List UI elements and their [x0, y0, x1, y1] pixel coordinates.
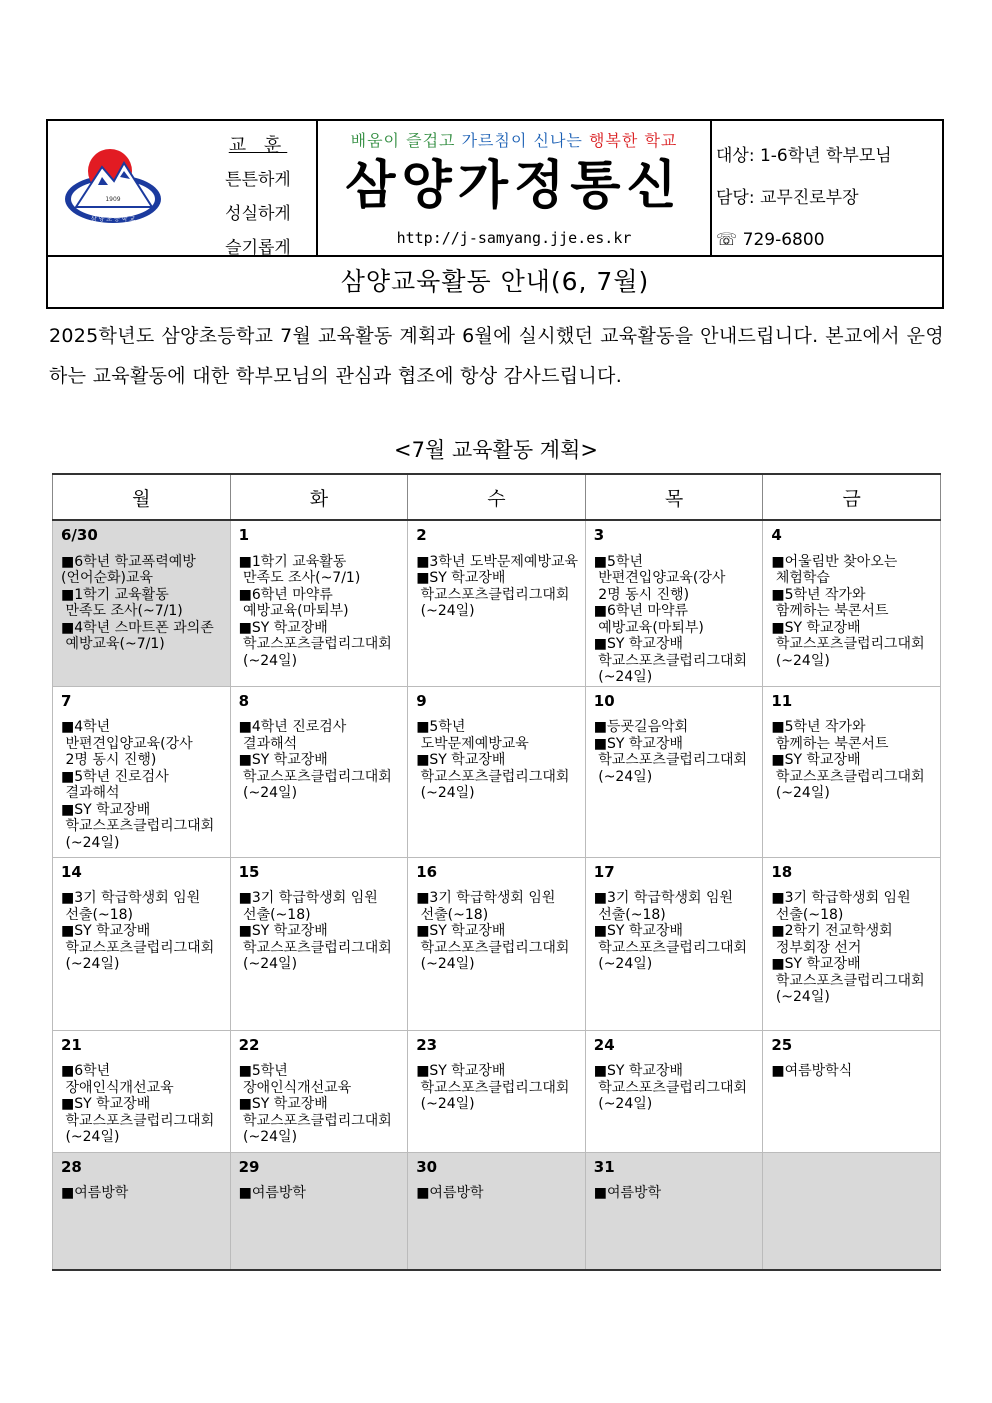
- event-item: ■5학년 장애인식개선교육: [238, 1063, 352, 1096]
- event-item: ■SY 학교장배 학교스포츠클럽리그대회 (~24일): [416, 923, 570, 972]
- calendar-day-cell: [585, 686, 763, 857]
- calendar-day-cell: [763, 686, 941, 857]
- day-number: 23: [416, 1035, 438, 1054]
- calendar-week-row: [53, 857, 941, 1030]
- calendar-day-cell: [53, 1030, 231, 1152]
- motto-title: 교 훈: [228, 135, 288, 156]
- day-number: 2: [416, 526, 427, 544]
- day-number: 29: [238, 1157, 260, 1176]
- school-url-link[interactable]: http://j-samyang.jje.es.kr: [396, 229, 632, 247]
- newsletter-header: [46, 119, 944, 309]
- event-item: ■3기 학급학생회 임원 선출(~18): [593, 890, 734, 923]
- day-number: 30: [416, 1157, 438, 1176]
- event-item: ■여름방학식: [771, 1063, 853, 1079]
- day-number: 10: [593, 691, 615, 710]
- event-item: ■6학년 마약류 예방교육(마퇴부): [238, 586, 349, 619]
- calendar-day-cell: [585, 1030, 763, 1152]
- event-item: ■5학년 진로검사 결과해석: [61, 768, 169, 801]
- calendar-day-cell: [763, 857, 941, 1030]
- weekday-header: 금: [763, 474, 941, 520]
- calendar-day-cell: [53, 520, 231, 686]
- calendar-day-cell: [230, 686, 408, 857]
- event-item: ■SY 학교장배 학교스포츠클럽리그대회 (~24일): [61, 923, 215, 972]
- day-number: 3: [593, 526, 605, 544]
- calendar-week-row: [53, 686, 941, 857]
- motto-line: 튼튼하게: [225, 170, 291, 190]
- event-item: ■SY 학교장배 학교스포츠클럽리그대회 (~24일): [771, 619, 925, 669]
- day-number: 16: [416, 862, 438, 881]
- calendar-day-cell: [408, 520, 586, 686]
- event-item: ■6학년 장애인식개선교육: [61, 1063, 174, 1096]
- weekday-header-row: [53, 474, 941, 520]
- phone-text: ☏ 729-6800: [716, 230, 825, 250]
- school-motto: [198, 129, 318, 265]
- event-item: ■여름방학: [238, 1185, 306, 1201]
- day-number: 17: [593, 862, 615, 881]
- event-item: ■SY 학교장배 학교스포츠클럽리그대회 (~24일): [416, 1063, 570, 1112]
- event-item: ■3학년 도박문제예방교육: [416, 553, 579, 570]
- event-item: ■SY 학교장배 학교스포츠클럽리그대회 (~24일): [238, 923, 392, 972]
- slogan-part: 행복한: [588, 131, 645, 150]
- event-item: ■5학년 도박문제예방교육: [416, 719, 529, 752]
- event-item: ■2학기 전교학생회 정부회장 선거: [771, 923, 893, 956]
- calendar-day-cell: [230, 520, 408, 686]
- intro-paragraph: 2025학년도 삼양초등학교 7월 교육활동 계획과 6월에 실시했던 교육활동을 안내드립니다. 본교에서 운영하는 교육활동에 대한 학부모님의 관심과 협조에 항상 감사드립니다.: [49, 325, 944, 387]
- event-item: ■4학년 반편견입양교육(강사 2명 동시 진행): [61, 719, 193, 768]
- calendar-day-cell: [763, 1030, 941, 1152]
- calendar-day-cell: [408, 1152, 586, 1270]
- calendar-day-cell: [230, 857, 408, 1030]
- header-info: [716, 135, 940, 261]
- department-text: 담당: 교무진로부장: [716, 188, 859, 208]
- calendar-day-cell: [585, 1152, 763, 1270]
- event-item: ■SY 학교장배 학교스포츠클럽리그대회 (~24일): [238, 619, 392, 669]
- day-number: 31: [593, 1157, 615, 1176]
- event-item: ■SY 학교장배 학교스포츠클럽리그대회 (~24일): [416, 570, 570, 619]
- event-item: ■SY 학교장배 학교스포츠클럽리그대회 (~24일): [61, 801, 215, 851]
- day-number: 21: [61, 1035, 82, 1054]
- day-number: 22: [238, 1035, 260, 1054]
- calendar-day-cell: [408, 686, 586, 857]
- slogan-part: 가르침이: [461, 131, 534, 150]
- event-item: ■SY 학교장배 학교스포츠클럽리그대회 (~24일): [416, 752, 570, 801]
- logo-school-name: 삼 양 초 등 학 교: [90, 216, 136, 223]
- event-item: ■여름방학: [593, 1185, 662, 1201]
- event-item: ■3기 학급학생회 임원 선출(~18): [61, 890, 201, 923]
- day-number: 4: [771, 526, 782, 544]
- day-number: 8: [238, 691, 250, 710]
- header-center: [318, 121, 710, 255]
- page-title: 삼양교육활동 안내(6, 7월): [340, 267, 650, 296]
- school-logo-icon: [62, 147, 164, 233]
- motto-line: 성실하게: [225, 204, 291, 224]
- event-item: ■SY 학교장배 학교스포츠클럽리그대회 (~24일): [593, 636, 747, 685]
- event-item: ■3기 학급학생회 임원 선출(~18): [416, 890, 556, 923]
- day-number: 9: [416, 691, 427, 710]
- slogan-part: 배움이: [350, 131, 407, 150]
- calendar-week-row: [53, 1152, 941, 1270]
- event-item: ■5학년 작가와 함께하는 북콘서트: [771, 586, 889, 619]
- event-item: ■여름방학: [61, 1185, 129, 1201]
- day-number: 6/30: [61, 526, 98, 544]
- calendar-day-cell: [53, 857, 231, 1030]
- event-item: ■3기 학급학생회 임원 선출(~18): [238, 890, 378, 923]
- header-top-row: [48, 121, 942, 257]
- divider: [710, 121, 712, 255]
- event-item: ■5학년 반편견입양교육(강사 2명 동시 진행): [593, 553, 726, 603]
- event-item: ■어울림반 찾아오는 체험학습: [771, 553, 898, 586]
- event-item: ■SY 학교장배 학교스포츠클럽리그대회 (~24일): [771, 752, 925, 801]
- event-item: ■SY 학교장배 학교스포츠클럽리그대회 (~24일): [238, 1096, 392, 1145]
- calendar-title: <7월 교육활동 계획>: [394, 438, 598, 462]
- weekday-header: 목: [585, 474, 763, 520]
- day-number: 7: [61, 691, 72, 710]
- event-item: ■4학년 진로검사 결과해석: [238, 719, 347, 752]
- audience-text: 대상: 1-6학년 학부모님: [716, 146, 892, 166]
- day-number: 25: [771, 1035, 793, 1054]
- calendar-day-cell: [230, 1030, 408, 1152]
- calendar-day-cell: [53, 686, 231, 857]
- event-item: ■6학년 마약류 예방교육(마퇴부): [593, 603, 704, 636]
- day-number: 11: [771, 691, 793, 710]
- day-number: 28: [61, 1157, 82, 1176]
- day-number: 24: [593, 1035, 615, 1054]
- day-number: 14: [61, 862, 82, 881]
- event-item: ■4학년 스마트폰 과의존 예방교육(~7/1): [61, 619, 214, 652]
- calendar-day-cell: [585, 520, 763, 686]
- newsletter-title: 삼양가정통신: [345, 156, 683, 216]
- event-item: ■등굣길음악회: [593, 719, 689, 735]
- slogan-part: 신나는: [533, 131, 589, 150]
- event-item: ■1학기 교육활동 만족도 조사(~7/1): [238, 553, 361, 586]
- event-item: ■여름방학: [416, 1185, 484, 1201]
- calendar-day-cell: [408, 857, 586, 1030]
- weekday-header: 화: [230, 474, 408, 520]
- day-number: 1: [238, 526, 250, 544]
- logo-year: 1909: [105, 196, 121, 203]
- event-item: ■3기 학급학생회 임원 선출(~18): [771, 890, 911, 923]
- day-number: 18: [771, 862, 793, 881]
- slogan-part: 즐겁고: [406, 131, 462, 150]
- calendar-day-cell: [763, 1152, 941, 1270]
- slogan-part: 학교: [644, 131, 678, 150]
- event-item: ■5학년 작가와 함께하는 북콘서트: [771, 719, 889, 752]
- event-item: ■SY 학교장배 학교스포츠클럽리그대회 (~24일): [61, 1096, 215, 1145]
- calendar-week-row: [53, 520, 941, 686]
- event-item: ■1학기 교육활동 만족도 조사(~7/1): [61, 586, 183, 619]
- calendar-day-cell: [585, 857, 763, 1030]
- event-item: ■SY 학교장배 학교스포츠클럽리그대회 (~24일): [771, 956, 925, 1005]
- event-item: ■SY 학교장배 학교스포츠클럽리그대회 (~24일): [593, 1063, 747, 1112]
- activity-calendar: [52, 473, 941, 1271]
- calendar-day-cell: [53, 1152, 231, 1270]
- calendar-day-cell: [408, 1030, 586, 1152]
- event-item: ■6학년 학교폭력예방 (언어순화)교육: [61, 553, 196, 586]
- calendar-day-cell: [230, 1152, 408, 1270]
- event-item: ■SY 학교장배 학교스포츠클럽리그대회 (~24일): [593, 735, 747, 785]
- weekday-header: 수: [408, 474, 586, 520]
- event-item: ■SY 학교장배 학교스포츠클럽리그대회 (~24일): [238, 752, 392, 801]
- calendar-week-row: [53, 1030, 941, 1152]
- weekday-header: 월: [53, 474, 231, 520]
- event-item: ■SY 학교장배 학교스포츠클럽리그대회 (~24일): [593, 923, 747, 972]
- day-number: 15: [238, 862, 260, 881]
- calendar-day-cell: [763, 520, 941, 686]
- motto-line: 슬기롭게: [225, 238, 291, 258]
